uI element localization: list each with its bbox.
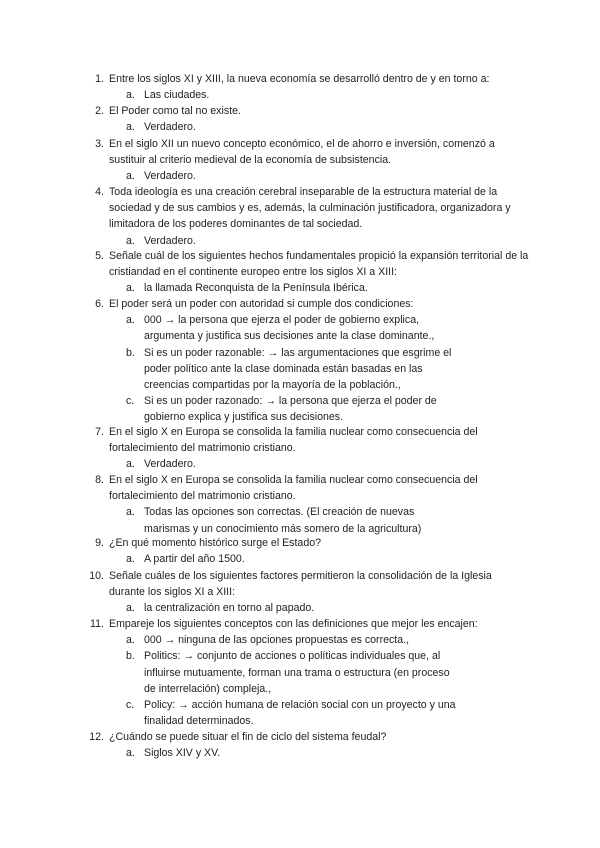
answer-option <box>0 280 530 296</box>
option-text: 000 → la persona que ejerza el poder de gobierno explica, argumenta y justifica sus decisiones ante la clase dominante., <box>144 314 435 343</box>
answer-option <box>0 745 530 761</box>
question-number: 7. <box>95 426 104 438</box>
question-number: 11. <box>90 618 104 630</box>
option-letter: c. <box>126 395 135 408</box>
question-number: 1. <box>95 73 104 85</box>
question-text: En el siglo X en Europa se consolida la familia nuclear como consecuencia del fortalecimiento del matrimonio cristiano. <box>109 474 478 503</box>
question-number: 4. <box>95 186 104 198</box>
question-text: En el siglo X en Europa se consolida la familia nuclear como consecuencia del fortalecimiento del matrimonio cristiano. <box>109 426 478 455</box>
option-text: Verdadero. <box>144 170 196 183</box>
question-text: En el siglo XII un nuevo concepto económico, el de ahorro e inversión, comenzó a sustituir al criterio medieval de la economía de subsistencia. <box>109 138 495 167</box>
question-item <box>0 729 600 761</box>
option-letter: c. <box>126 699 135 712</box>
question-number: 12. <box>89 731 104 743</box>
option-text: A partir del año 1500. <box>144 553 245 566</box>
option-letter: a. <box>126 634 135 647</box>
question-item <box>0 71 600 103</box>
option-text: Verdadero. <box>144 458 196 471</box>
answer-option <box>0 600 530 616</box>
question-number: 6. <box>95 298 104 310</box>
answer-option <box>0 697 530 729</box>
option-letter: a. <box>126 747 135 760</box>
option-letter: a. <box>126 506 135 519</box>
option-text: Verdadero. <box>144 121 196 134</box>
option-text: Si es un poder razonable: → las argumentaciones que esgrime el poder político ante la clase dominada están basadas en las creencias compartidas por la mayoría de la población., <box>144 346 452 392</box>
question-number: 2. <box>95 105 104 117</box>
option-text: Todas las opciones son correctas. (El creación de nuevas marismas y un conocimiento más somero de la agricultura) <box>144 506 422 535</box>
option-text: Si es un poder razonado: → la persona que ejerza el poder de gobierno explica y justifica sus decisiones. <box>144 395 437 424</box>
question-item <box>0 184 600 249</box>
question-item <box>0 472 600 537</box>
option-letter: a. <box>126 602 135 615</box>
question-item <box>0 296 600 426</box>
question-item <box>0 568 600 617</box>
answer-option <box>0 345 530 394</box>
option-text: la centralización en torno al papado. <box>144 602 315 615</box>
option-letter: a. <box>126 314 135 327</box>
question-number: 5. <box>95 250 104 262</box>
answer-option <box>0 456 530 472</box>
question-number: 8. <box>95 474 104 486</box>
answer-option <box>0 504 530 536</box>
answer-option <box>0 648 530 697</box>
question-text: Toda ideología es una creación cerebral inseparable de la estructura material de la sociedad y de sus cambios y es, además, la culminación justificadora, organizadora y limitadora de los poderes dominantes de tal sociedad. <box>109 186 511 231</box>
answer-option <box>0 393 530 425</box>
question-item <box>0 136 600 185</box>
answer-option <box>0 168 530 184</box>
answer-option <box>0 551 530 567</box>
option-letter: b. <box>126 650 135 663</box>
answer-option <box>0 87 530 103</box>
question-text: Entre los siglos XI y XIII, la nueva economía se desarrolló dentro de y en torno a: <box>109 73 490 85</box>
option-letter: a. <box>126 458 135 471</box>
option-text: Las ciudades. <box>144 89 210 102</box>
question-item <box>0 424 600 473</box>
option-text: Politics: → conjunto de acciones o políticas individuales que, al influirse mutuamente, forman una trama o estructura (en proceso de interrelación) compleja., <box>144 650 450 695</box>
option-letter: a. <box>126 170 135 183</box>
answer-option <box>0 119 530 135</box>
question-number: 9. <box>95 537 104 549</box>
question-text: El poder será un poder con autoridad si cumple dos condiciones: <box>109 298 414 310</box>
question-text: ¿En qué momento histórico surge el Estado? <box>109 537 321 549</box>
question-text: Empareje los siguientes conceptos con las definiciones que mejor les encajen: <box>109 618 478 630</box>
question-number: 10. <box>89 570 104 582</box>
question-text: ¿Cuándo se puede situar el fin de ciclo del sistema feudal? <box>109 731 387 743</box>
option-letter: a. <box>126 121 135 134</box>
question-item <box>0 103 600 135</box>
answer-option <box>0 632 530 648</box>
question-text: Señale cuál de los siguientes hechos fundamentales propició la expansión territorial de la cristiandad en el continente europeo entre los siglos XI a XIII: <box>109 250 529 279</box>
option-text: Verdadero. <box>144 234 196 247</box>
option-text: Siglos XIV y XV. <box>144 747 221 760</box>
option-text: Policy: → acción humana de relación social con un proyecto y una finalidad determinados. <box>144 699 456 728</box>
option-letter: a. <box>126 553 135 566</box>
question-item <box>0 616 600 729</box>
option-letter: a. <box>126 89 135 102</box>
option-letter: a. <box>126 234 135 247</box>
question-item <box>0 248 600 297</box>
option-letter: a. <box>126 282 135 295</box>
question-text: Señale cuáles de los siguientes factores permitieron la consolidación de la Iglesia durante los siglos XI a XIII: <box>109 570 492 599</box>
option-letter: b. <box>126 346 135 359</box>
answer-option <box>0 312 530 344</box>
option-text: la llamada Reconquista de la Península Ibérica. <box>144 282 368 295</box>
question-text: El Poder como tal no existe. <box>109 105 241 117</box>
option-text: 000 → ninguna de las opciones propuestas es correcta., <box>144 634 410 647</box>
answer-option <box>0 233 530 249</box>
question-number: 3. <box>95 138 104 150</box>
question-item <box>0 535 600 567</box>
